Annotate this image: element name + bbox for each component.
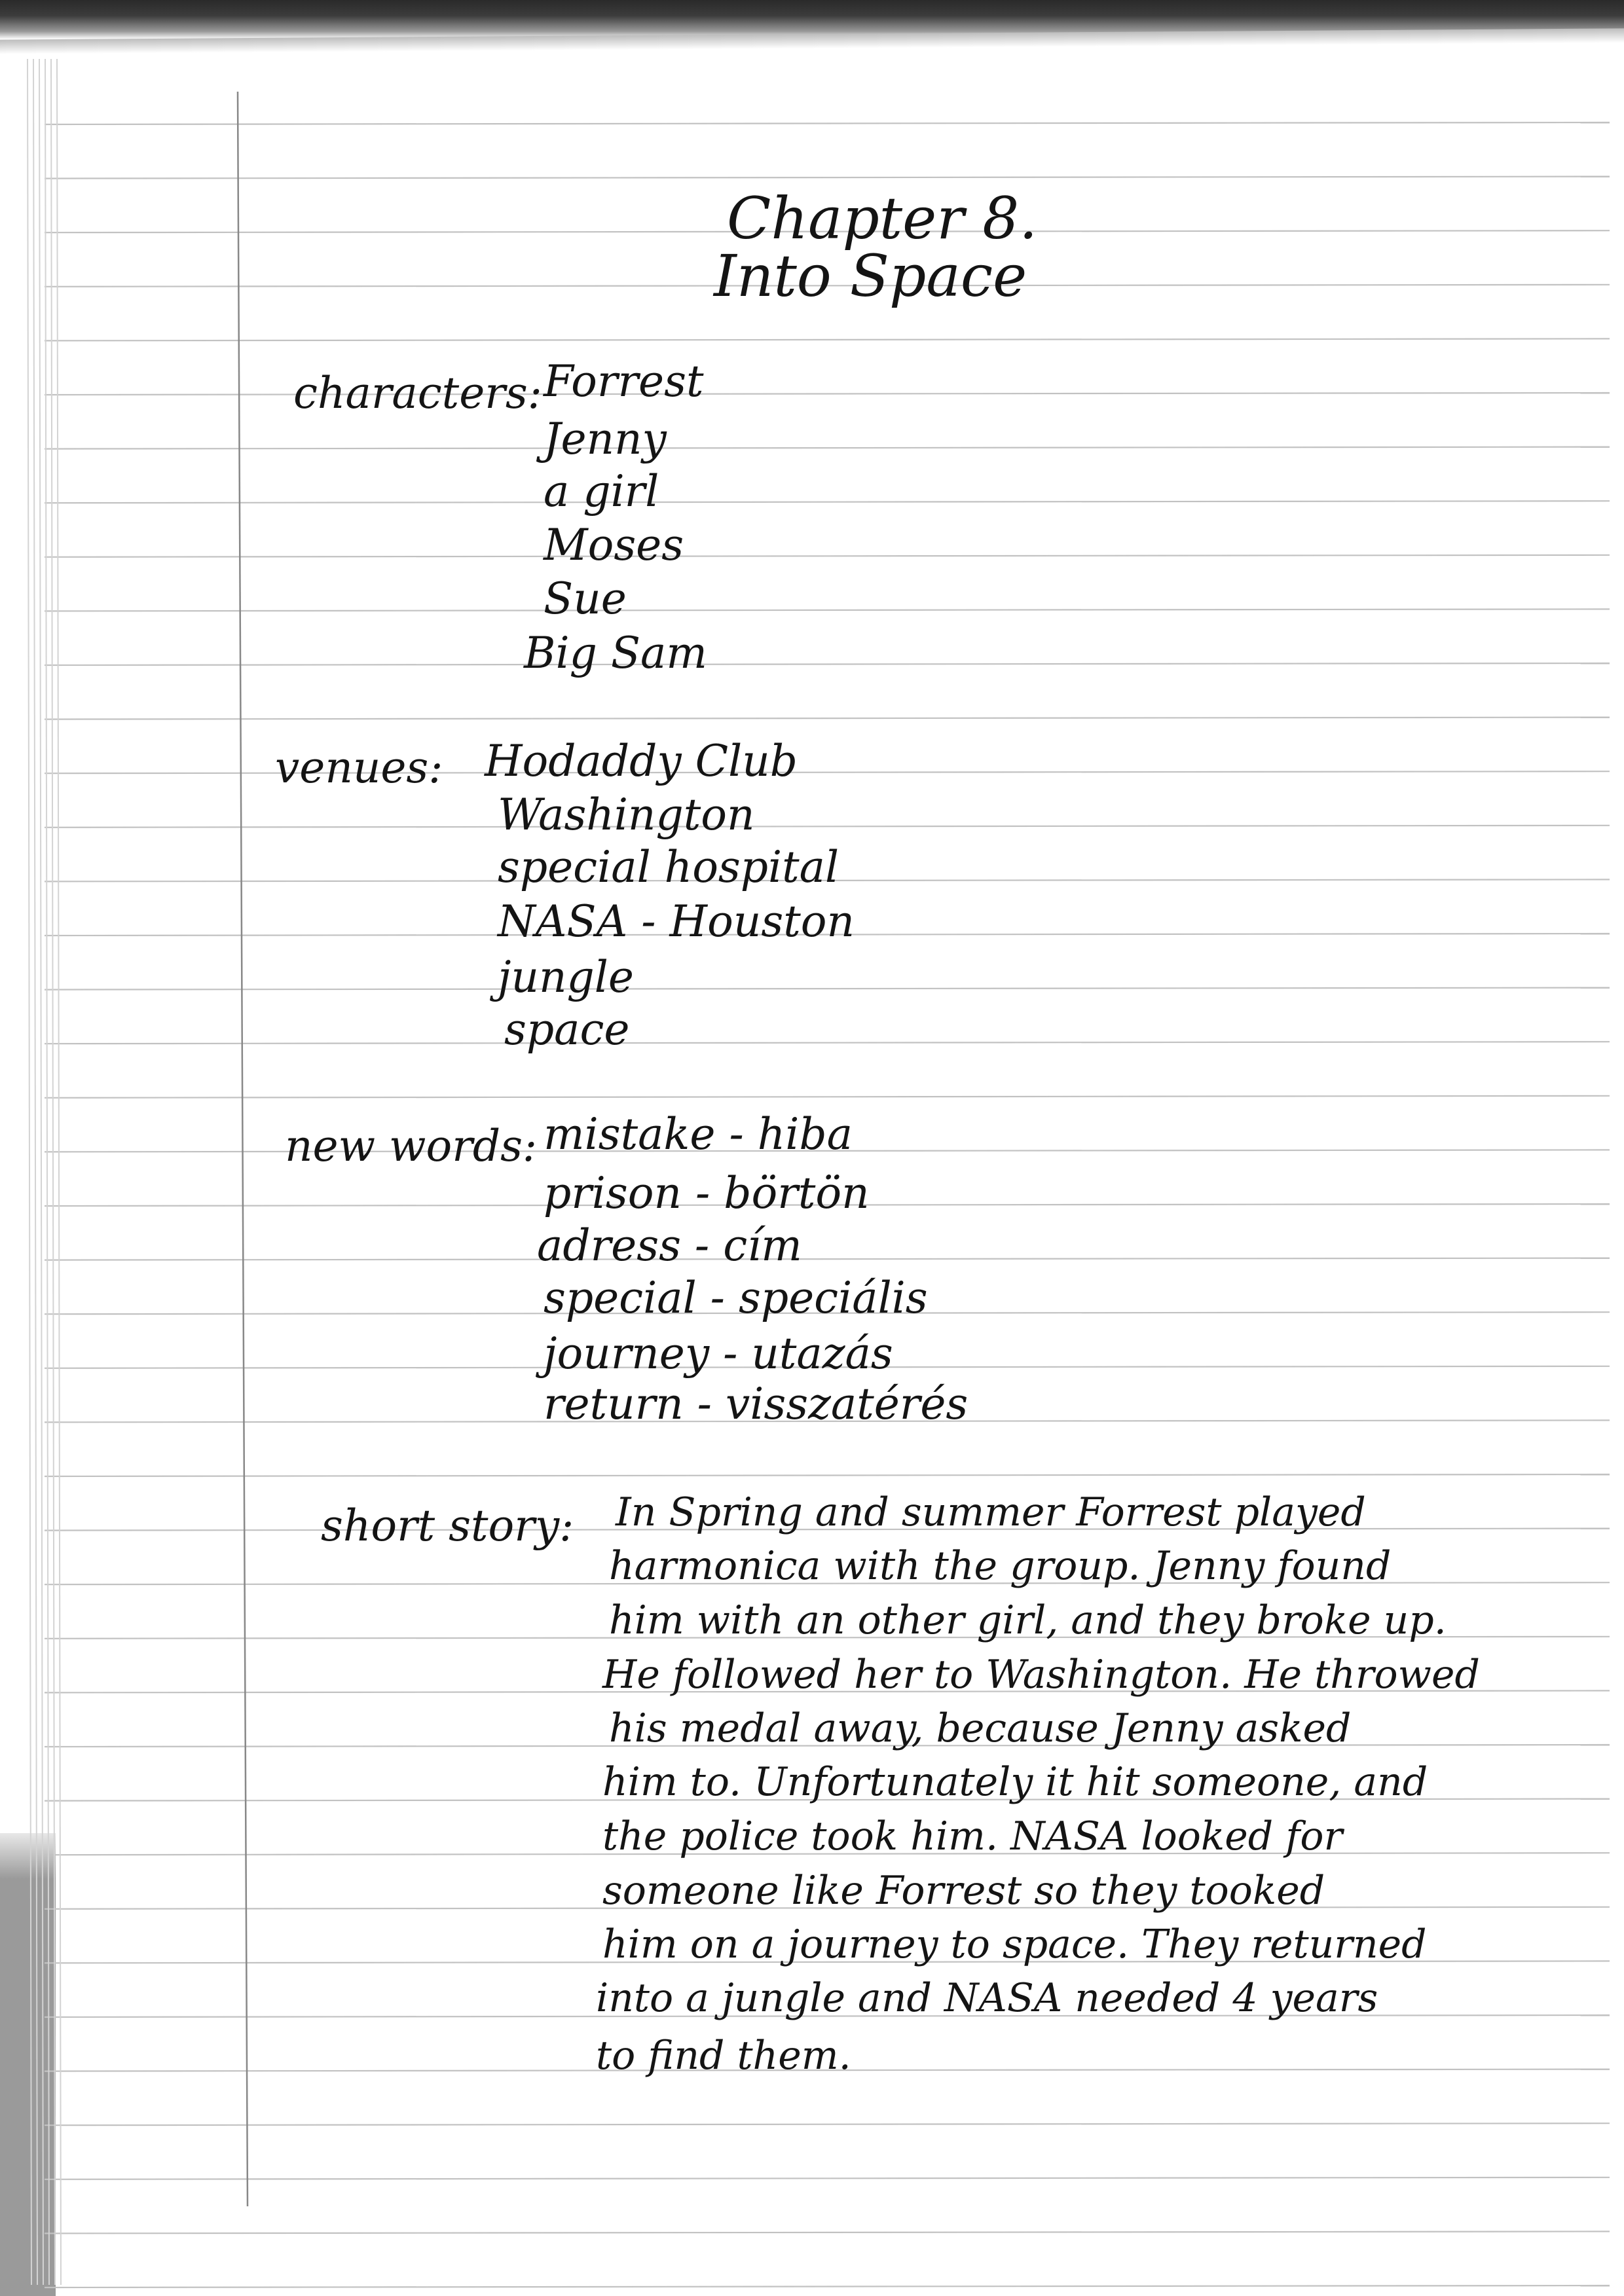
story-line: In Spring and summer Forrest played [616,1489,1366,1535]
chapter-title: Chapter 8. [727,185,1038,252]
story-line: He followed her to Washington. He throwed [602,1652,1480,1698]
venue-item: special hospital [498,842,840,892]
character-item: a girl [544,466,659,517]
chapter-subtitle: Into Space [714,242,1027,310]
story-line: him to. Unfortunately it hit someone, and [602,1759,1428,1805]
story-line: the police took him. NASA looked for [602,1813,1343,1859]
vocab-item: special - speciális [544,1273,928,1323]
story-line: him with an other girl, and they broke up. [609,1597,1447,1643]
vocab-item: adress - cím [537,1220,802,1271]
story-line: his medal away, because Jenny asked [609,1705,1352,1751]
character-item: Sue [544,574,627,624]
vocab-item: journey - utazás [544,1328,893,1379]
character-item: Big Sam [524,628,707,678]
venue-item: jungle [498,952,634,1002]
characters-label: characters: [293,368,542,418]
story-line: to find them. [596,2033,851,2079]
story-line: into a jungle and NASA needed 4 years [596,1975,1378,2021]
short-story-label: short story: [321,1501,574,1551]
venue-item: Washington [498,790,755,840]
venues-label: venues: [275,742,443,793]
story-line: him on a journey to space. They returned [602,1922,1427,1967]
story-line: someone like Forrest so they tooked [602,1868,1325,1914]
vocab-item: return - visszatérés [544,1379,969,1429]
vocab-item: prison - börtön [544,1168,870,1218]
venue-item: space [504,1004,630,1055]
venue-item: NASA - Houston [498,896,855,947]
character-item: Forrest [544,356,704,407]
character-item: Moses [544,520,684,570]
vocab-item: mistake - hiba [544,1109,853,1159]
new-words-label: new words: [285,1121,538,1171]
venue-item: Hodaddy Club [485,736,798,786]
character-item: Jenny [544,414,667,464]
story-line: harmonica with the group. Jenny found [609,1543,1392,1589]
